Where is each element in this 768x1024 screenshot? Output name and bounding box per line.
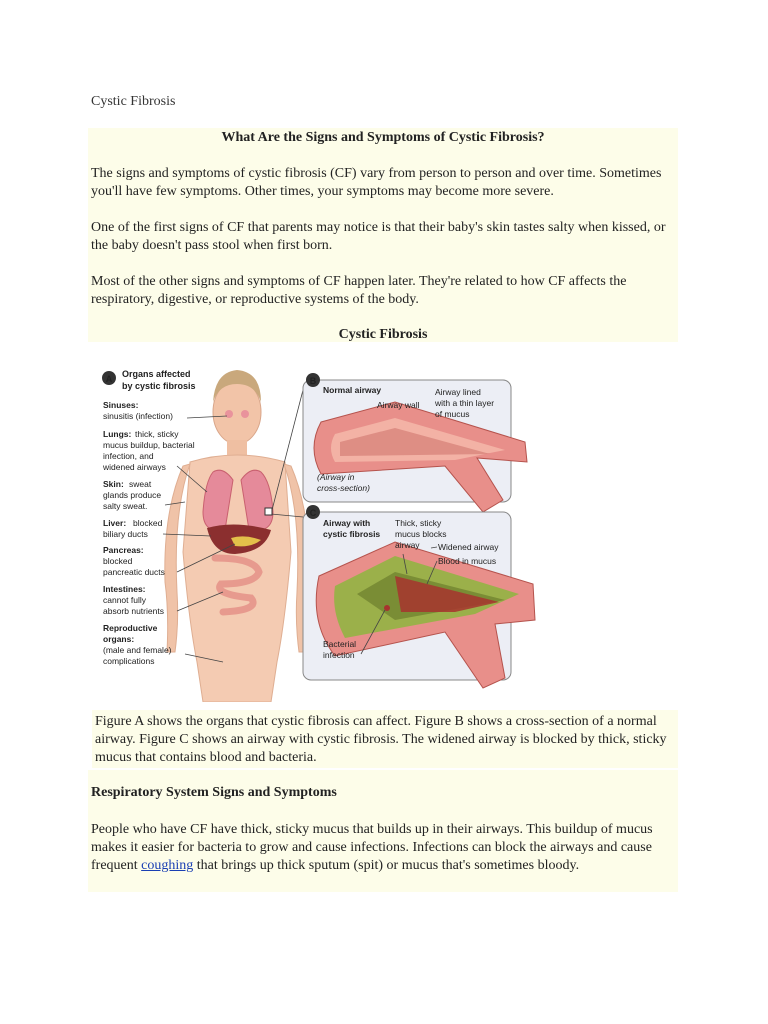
label-lungs: Lungs: <box>103 429 132 439</box>
normal-airway-title: Normal airway <box>323 385 382 395</box>
label-cross-section-1: (Airway in <box>317 472 355 482</box>
label-liver-text-1: blocked <box>133 518 163 528</box>
label-pancreas-text-2: pancreatic ducts <box>103 567 165 577</box>
marker-c-label: C <box>309 508 317 518</box>
label-reproductive-text-2: complications <box>103 656 155 666</box>
label-airway-lined-2: with a thin layer <box>435 398 495 408</box>
label-sinuses-text: sinusitis (infection) <box>103 411 173 421</box>
cf-airway-title-1: Airway with <box>323 518 371 528</box>
document-title: Cystic Fibrosis <box>91 94 176 109</box>
figure-caption: Figure A shows the organs that cystic fibrosis can affect. Figure B shows a cross-section of a normal airway. Figure C shows an airway with cystic fibrosis. The widened airway is blocked by thick, sticky mucus that contains blood and bacteria. <box>95 714 667 765</box>
label-reproductive: Reproductive <box>103 623 158 633</box>
label-sinuses: Sinuses: <box>103 400 139 410</box>
respiratory-subheading: Respiratory System Signs and Symptoms <box>91 785 337 800</box>
label-skin-text-3: salty sweat. <box>103 501 148 511</box>
label-mucus-3: airway <box>395 540 420 550</box>
label-lungs-text-4: widened airways <box>103 462 166 472</box>
coughing-link[interactable]: coughing <box>141 858 194 873</box>
figure-heading: Cystic Fibrosis <box>338 327 428 342</box>
respiratory-paragraph <box>91 821 676 875</box>
label-intestines: Intestines: <box>103 584 146 594</box>
label-lungs-text-1: thick, sticky <box>135 429 179 439</box>
label-bacterial-1: Bacterial <box>323 639 357 649</box>
label-mucus-2: mucus blocks <box>395 529 447 539</box>
label-pancreas-text-1: blocked <box>103 556 133 566</box>
label-airway-lined-1: Airway lined <box>435 387 481 397</box>
label-reproductive-2: organs: <box>103 634 135 644</box>
marker-b-label: B <box>309 376 317 386</box>
label-intestines-text-1: cannot fully <box>103 595 146 605</box>
label-intestines-text-2: absorb nutrients <box>103 606 164 616</box>
label-pancreas: Pancreas: <box>103 545 144 555</box>
label-reproductive-text-1: (male and female) <box>103 645 172 655</box>
page-heading: What Are the Signs and Symptoms of Cystic Fibrosis? <box>221 130 545 145</box>
label-skin: Skin: <box>103 479 124 489</box>
paragraph-3: Most of the other signs and symptoms of CF happen later. They're related to how CF affects the respiratory, digestive, or reproductive systems of the body. <box>91 274 627 307</box>
label-airway-wall: Airway wall <box>377 400 420 410</box>
organs-title-2: by cystic fibrosis <box>122 381 196 391</box>
label-liver-text-2: biliary ducts <box>103 529 148 539</box>
label-bacterial-2: infection <box>323 650 355 660</box>
cf-airway-title-2: cystic fibrosis <box>323 529 381 539</box>
label-cross-section-2: cross-section) <box>317 483 370 493</box>
paragraph-2: One of the first signs of CF that parents may notice is that their baby's skin tastes salty when kissed, or the baby doesn't pass stool when first born. <box>91 220 666 253</box>
respiratory-text-2: that brings up thick sputum (spit) or mucus that's sometimes bloody. <box>193 858 580 873</box>
label-blood-in-mucus: Blood in mucus <box>438 556 497 566</box>
label-lungs-text-2: mucus buildup, bacterial <box>103 440 195 450</box>
label-lungs-text-3: infection, and <box>103 451 154 461</box>
label-airway-lined-3: of mucus <box>435 409 470 419</box>
label-skin-text-1: sweat <box>129 479 152 489</box>
label-mucus-1: Thick, sticky <box>395 518 442 528</box>
organs-title: Organs affected <box>122 369 191 379</box>
label-liver: Liver: <box>103 518 127 528</box>
label-widened-airway: Widened airway <box>438 542 499 552</box>
zoom-marker <box>265 508 272 515</box>
paragraph-1: The signs and symptoms of cystic fibrosis (CF) vary from person to person and over time. Sometimes you'll have few symptoms. Other times, your symptoms may become more severe. <box>91 166 662 199</box>
label-skin-text-2: glands produce <box>103 490 162 500</box>
respiratory-text-1: People who have CF have thick, sticky mucus that builds up in their airways. This buildup of mucus makes it easier for bacteria to grow and cause infections. Infections can block the airways and cause frequent <box>91 822 653 873</box>
body-illustration <box>165 370 309 702</box>
cystic-fibrosis-figure <box>95 362 675 702</box>
marker-a-label: A <box>105 374 113 384</box>
